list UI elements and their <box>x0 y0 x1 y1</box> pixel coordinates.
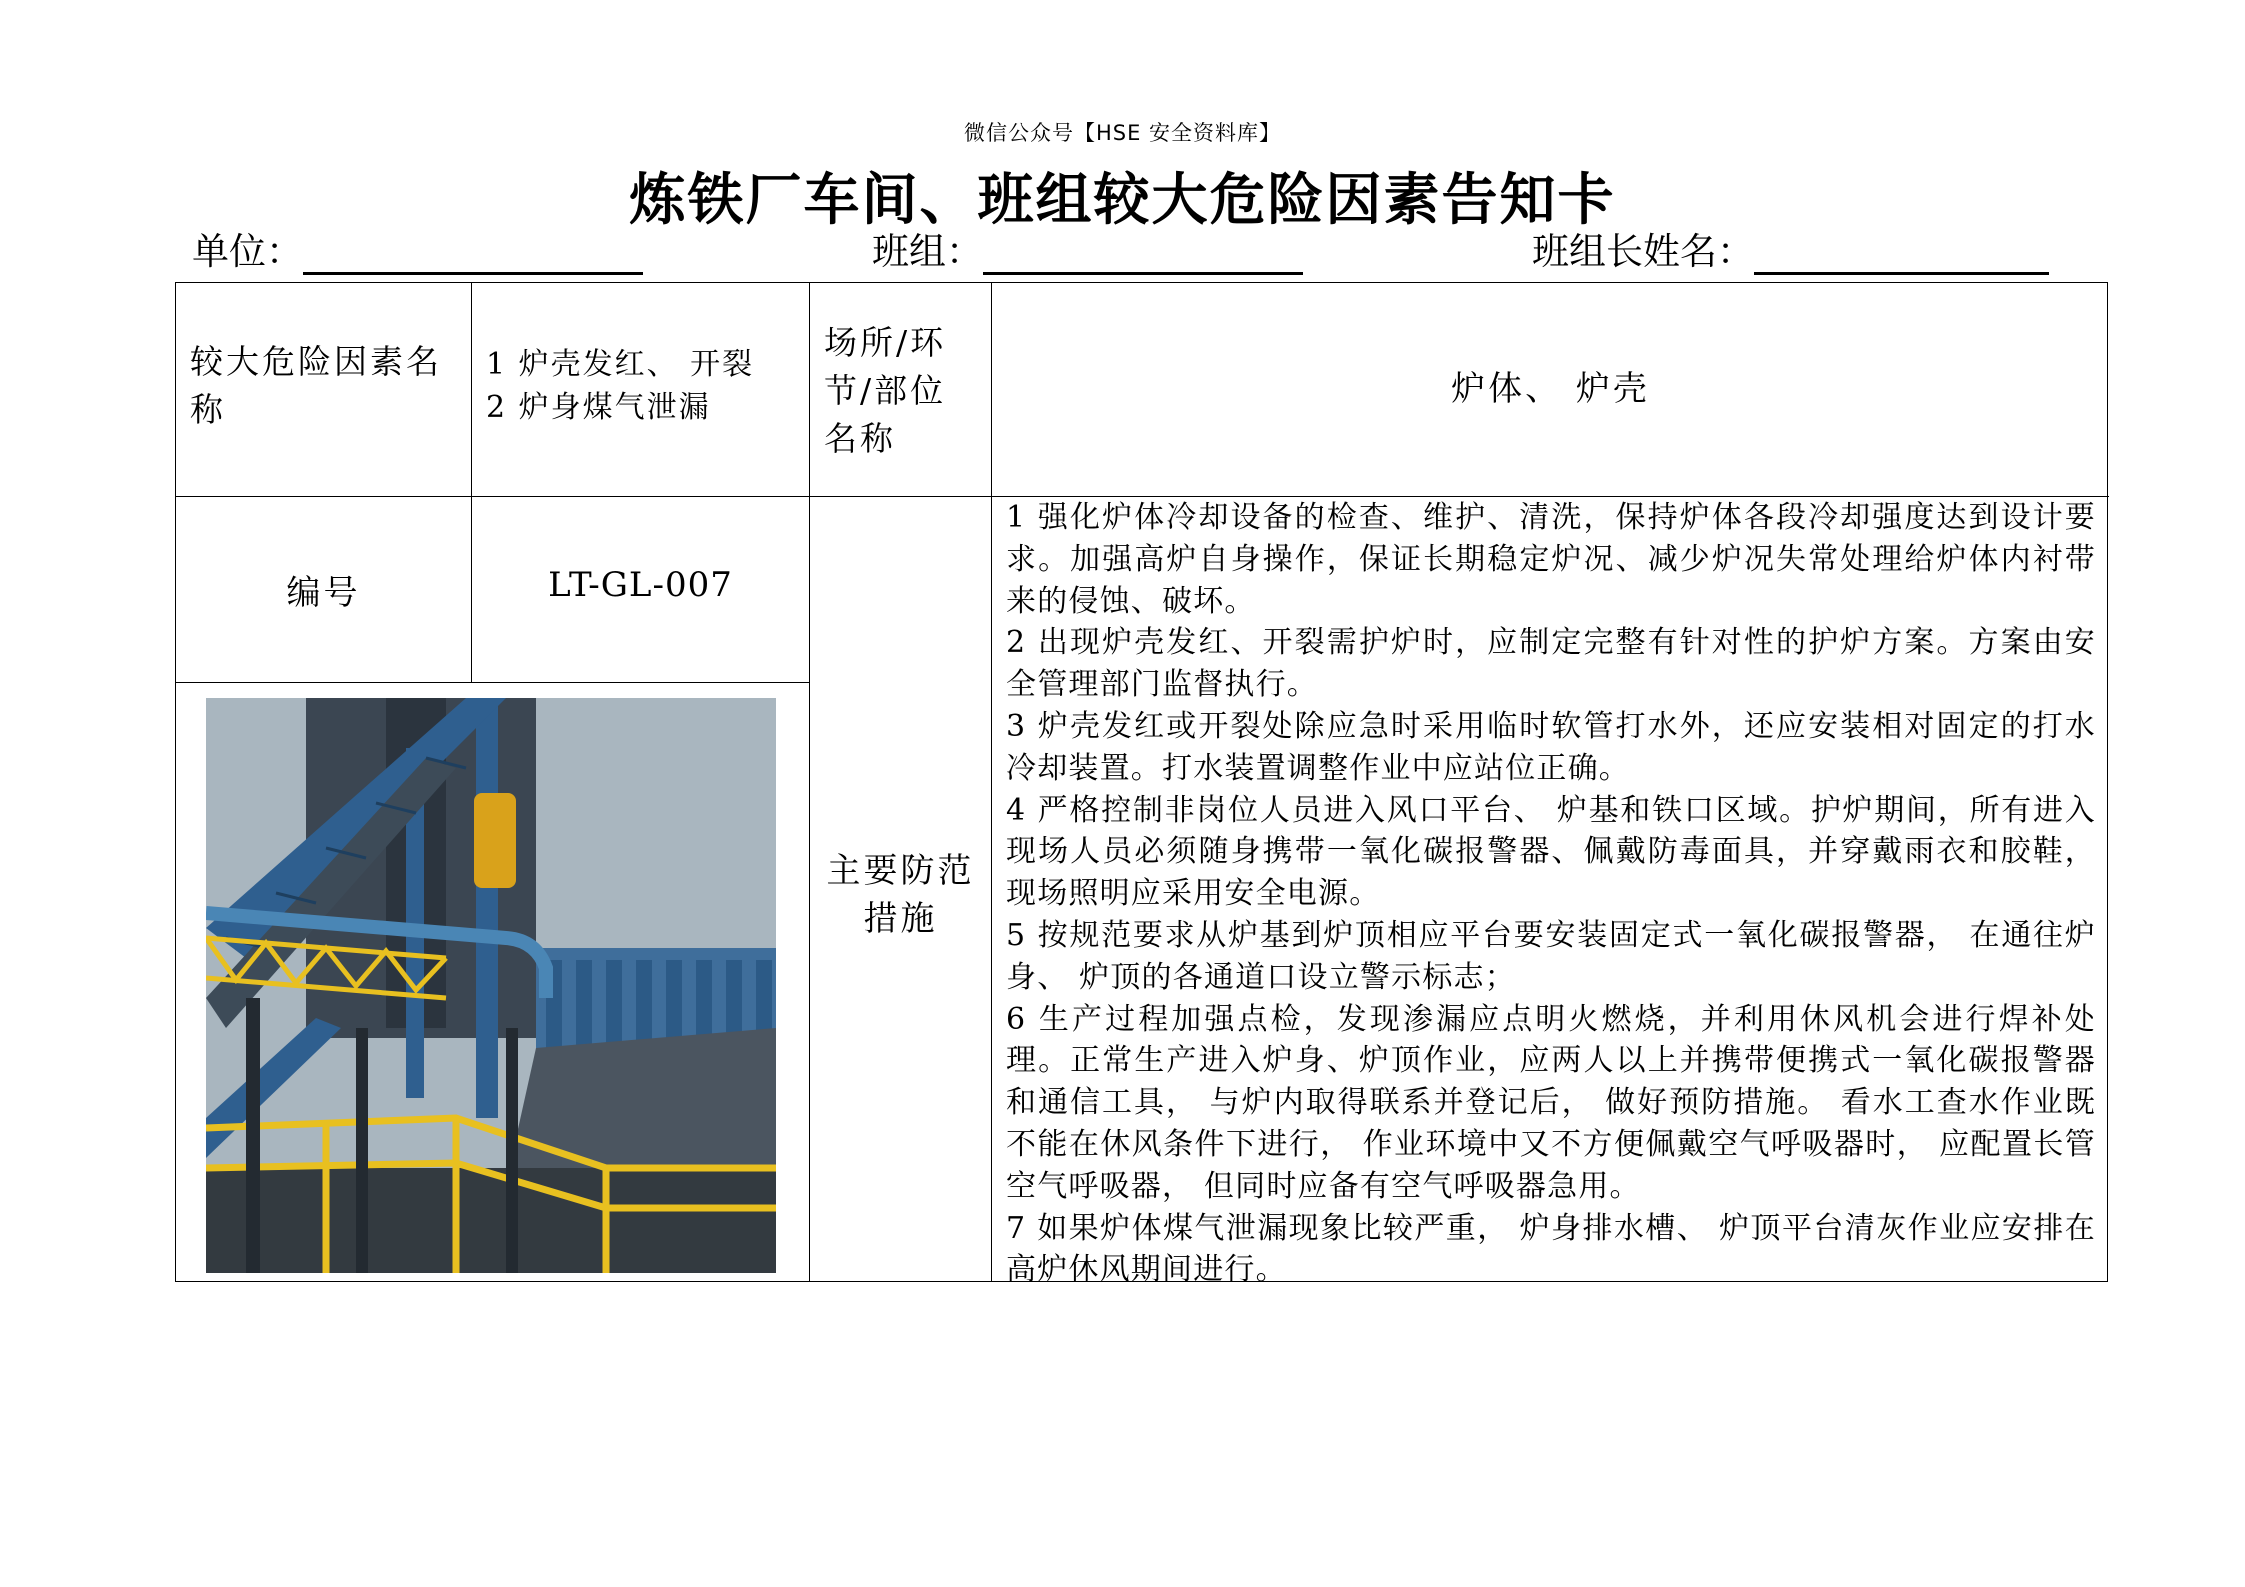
number-label-cell <box>176 497 472 683</box>
team-field <box>872 228 1303 276</box>
unit-blank-line[interactable] <box>303 228 643 275</box>
location-value: 炉体、 炉壳 <box>1451 369 1650 409</box>
leader-label: 班组长姓名： <box>1532 230 1754 273</box>
hazard-item: 1 炉壳发红、 开裂 <box>486 347 755 382</box>
measures-list <box>1006 497 2096 1291</box>
measures-content-cell <box>992 497 2109 1288</box>
number-value: LT-GL-007 <box>548 565 733 605</box>
measure-item: 3 炉壳发红或开裂处除应急时采用临时软管打水外，还应安装相对固定的打水冷却装置。打水装置调整作业中应站位正确。 <box>1006 708 2096 786</box>
site-photo <box>206 698 776 1273</box>
hazard-notice-card <box>175 282 2108 1288</box>
leader-field <box>1532 228 2049 276</box>
number-label: 编号 <box>286 573 361 613</box>
team-blank-line[interactable] <box>983 228 1303 275</box>
leader-blank-line[interactable] <box>1754 228 2049 275</box>
location-label: 场所/环节/部位名称 <box>824 323 947 458</box>
measure-item: 5 按规范要求从炉基到炉顶相应平台要安装固定式一氧化碳报警器， 在通往炉身、 炉顶的各通道口设立警示标志； <box>1006 917 2096 995</box>
page-title: 炼铁厂车间、班组较大危险因素告知卡 <box>629 168 1616 233</box>
unit-label: 单位： <box>192 230 303 273</box>
measures-label: 主要防范措施 <box>826 851 975 939</box>
hazard-name-label: 较大危险因素名称 <box>190 342 442 429</box>
location-label-cell <box>810 283 992 497</box>
hazard-items-list <box>486 343 754 429</box>
location-value-cell <box>992 283 2109 497</box>
watermark-text: 微信公众号【HSE 安全资料库】 <box>963 121 1282 145</box>
measure-item: 1 强化炉体冷却设备的检查、维护、清洗，保持炉体各段冷却强度达到设计要求。加强高炉自身操作，保证长期稳定炉况、减少炉况失常处理给炉体内衬带来的侵蚀、破坏。 <box>1006 500 2096 619</box>
blast-furnace-photo-illustration <box>206 698 776 1273</box>
hazard-items-cell <box>472 283 810 497</box>
measure-item: 4 严格控制非岗位人员进入风口平台、 炉基和铁口区域。护炉期间，所有进入现场人员必须随身携带一氧化碳报警器、佩戴防毒面具，并穿戴雨衣和胶鞋，现场照明应采用安全电源。 <box>1006 792 2096 912</box>
measure-item: 2 出现炉壳发红、开裂需护炉时，应制定完整有针对性的护炉方案。方案由安全管理部门监督执行。 <box>1006 625 2096 703</box>
hazard-item: 2 炉身煤气泄漏 <box>486 390 711 425</box>
photo-cell <box>176 683 810 1281</box>
hazard-name-label-cell <box>176 283 472 497</box>
measure-item: 7 如果炉体煤气泄漏现象比较严重， 炉身排水槽、 炉顶平台清灰作业应安排在高炉休风期间进行。 <box>1006 1210 2096 1288</box>
unit-field <box>192 228 643 276</box>
team-label: 班组： <box>872 230 983 273</box>
measure-item: 6 生产过程加强点检，发现渗漏应点明火燃烧，并利用休风机会进行焊补处理。正常生产进入炉身、炉顶作业，应两人以上并携带便携式一氧化碳报警器和通信工具， 与炉内取得联系并登记后， 做好预防措施。 看水工查水作业既不能在休风条件下进行， 作业环境中又不方便佩戴空气呼吸器时， 应配置长管空气呼吸器， 但同时应备有空气呼吸器急用。 <box>1006 1001 2096 1204</box>
measures-label-cell <box>810 497 992 1281</box>
number-value-cell <box>472 497 810 683</box>
